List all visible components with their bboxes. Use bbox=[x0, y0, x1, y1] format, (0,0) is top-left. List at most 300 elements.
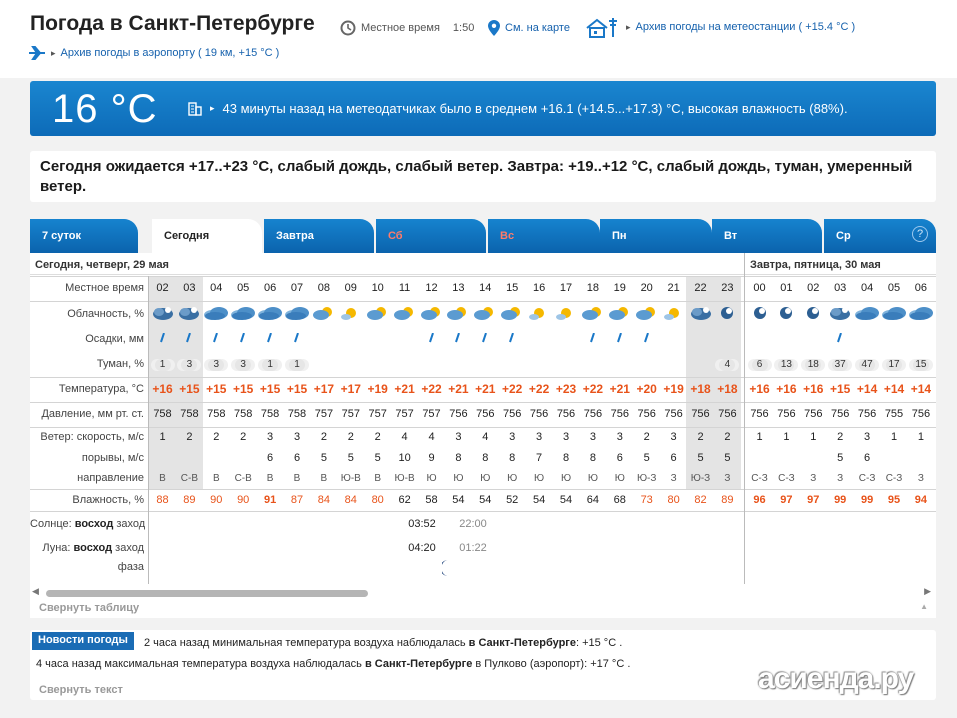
gust-cell: 8 bbox=[455, 452, 462, 464]
hour-cell: 01 bbox=[780, 282, 793, 294]
hour-cell: 04 bbox=[860, 282, 874, 294]
row-label-moon-part: заход bbox=[115, 542, 144, 554]
temp-cell: +22 bbox=[421, 382, 442, 396]
news-item-2-city[interactable]: в Санкт-Петербурге bbox=[364, 658, 473, 670]
hour-cell: 00 bbox=[753, 282, 766, 294]
wind-cell: 3 bbox=[616, 431, 623, 443]
fog-cell bbox=[284, 352, 311, 377]
scrollbar-thumb[interactable] bbox=[46, 590, 368, 597]
row-label-sun bbox=[30, 513, 148, 535]
pressure-cell: 757 bbox=[314, 408, 334, 420]
temp-cell: +21 bbox=[609, 382, 630, 396]
sky-overcast-icon bbox=[203, 301, 230, 327]
hour-cell: 11 bbox=[398, 282, 411, 294]
pressure-cell: 756 bbox=[610, 408, 629, 420]
wind-cell: 2 bbox=[186, 431, 193, 443]
humidity-cell: 80 bbox=[667, 494, 680, 506]
wind-cell: 1 bbox=[159, 431, 166, 443]
sky-cloudy-night-icon bbox=[827, 301, 854, 327]
day-header-today: Сегодня, четверг, 29 мая bbox=[30, 253, 744, 275]
day-divider bbox=[744, 253, 745, 584]
sky-partly-icon bbox=[499, 301, 526, 327]
direction-cell: З bbox=[724, 473, 731, 484]
rain-drop-icon bbox=[633, 327, 660, 352]
page-title: Погода в Санкт-Петербурге bbox=[30, 12, 315, 35]
direction-cell: С-З bbox=[778, 473, 795, 484]
pressure-cell: 758 bbox=[153, 408, 172, 420]
hour-cell: 05 bbox=[237, 282, 250, 294]
temp-cell: +21 bbox=[394, 382, 415, 396]
sky-overcast-icon bbox=[907, 301, 934, 327]
row-divider bbox=[30, 511, 936, 512]
row-label-sun-part: восход bbox=[74, 518, 114, 530]
temp-cell: +17 bbox=[340, 382, 361, 396]
sky-overcast-icon bbox=[257, 301, 284, 327]
fog-cell bbox=[176, 352, 203, 377]
pressure-cell: 758 bbox=[234, 408, 253, 420]
fog-value: 3 bbox=[208, 359, 224, 371]
wind-cell: 2 bbox=[320, 431, 327, 443]
hour-cell: 12 bbox=[425, 282, 438, 294]
rain-drop-icon bbox=[472, 327, 499, 352]
humidity-cell: 97 bbox=[807, 494, 820, 506]
wind-cell: 1 bbox=[756, 431, 763, 443]
gust-cell: 5 bbox=[697, 452, 704, 464]
rain-drop-icon bbox=[606, 327, 633, 352]
hour-cell: 19 bbox=[613, 282, 626, 294]
row-label-time: Местное время bbox=[65, 282, 144, 294]
wind-cell: 3 bbox=[455, 431, 462, 443]
sky-cloudy-night-icon bbox=[176, 301, 203, 327]
collapse-table-link[interactable]: Свернуть таблицу bbox=[39, 602, 140, 614]
humidity-cell: 96 bbox=[753, 494, 766, 506]
sky-partly-icon bbox=[579, 301, 606, 327]
sky-partly-icon bbox=[310, 301, 337, 327]
pressure-cell: 756 bbox=[664, 408, 683, 420]
direction-cell: Ю bbox=[453, 473, 464, 484]
news-item-2-value: в Пулково (аэропорт): +17 °С . bbox=[472, 658, 631, 670]
temp-cell: +14 bbox=[910, 382, 932, 396]
fog-cell bbox=[800, 352, 827, 377]
gust-cell: 6 bbox=[670, 452, 677, 464]
temp-cell: +15 bbox=[286, 382, 308, 396]
airport-archive-link[interactable]: ▸ Архив погоды в аэропорту ( 19 км, +15 °C ) bbox=[28, 46, 279, 60]
humidity-cell: 54 bbox=[452, 494, 465, 506]
direction-cell: Ю-В bbox=[394, 473, 415, 484]
building-icon bbox=[188, 100, 202, 116]
row-label-direction: направление bbox=[77, 472, 144, 484]
pressure-cell: 758 bbox=[287, 408, 307, 420]
temp-cell: +15 bbox=[179, 382, 200, 396]
table-footer bbox=[30, 598, 936, 618]
pressure-cell: 756 bbox=[718, 408, 737, 420]
direction-cell: Ю bbox=[507, 473, 518, 484]
collapse-news-link[interactable]: Свернуть текст bbox=[39, 684, 123, 696]
tab-2[interactable] bbox=[264, 219, 374, 253]
wind-cell: 2 bbox=[240, 431, 247, 443]
news-label: Новости погоды bbox=[32, 632, 134, 650]
temp-cell: +22 bbox=[582, 382, 604, 396]
map-pin-icon bbox=[488, 20, 500, 36]
gust-cell: 6 bbox=[616, 452, 623, 464]
wind-cell: 2 bbox=[374, 431, 381, 443]
row-label-phase: фаза bbox=[117, 561, 144, 573]
fog-cell bbox=[746, 352, 773, 377]
sky-partly-icon bbox=[364, 301, 391, 327]
pressure-cell: 756 bbox=[857, 408, 877, 420]
tab-7[interactable] bbox=[824, 219, 936, 253]
pressure-cell: 756 bbox=[583, 408, 603, 420]
fog-value: 17 bbox=[886, 359, 902, 371]
hour-cell: 04 bbox=[210, 282, 223, 294]
direction-cell: З bbox=[670, 473, 677, 484]
gust-cell: 5 bbox=[374, 452, 381, 464]
hour-cell: 06 bbox=[914, 282, 928, 294]
hour-cell: 03 bbox=[834, 282, 847, 294]
current-weather-banner bbox=[30, 81, 936, 136]
temp-cell: +16 bbox=[152, 382, 173, 396]
sky-sun-icon bbox=[660, 301, 687, 327]
hour-cell: 23 bbox=[721, 282, 734, 294]
humidity-cell: 94 bbox=[914, 494, 928, 506]
fog-value: 13 bbox=[778, 359, 794, 371]
gust-cell: 9 bbox=[428, 452, 435, 464]
tab-1[interactable] bbox=[152, 219, 262, 253]
sunrise-time: 03:52 bbox=[408, 518, 436, 530]
fog-value: 3 bbox=[235, 359, 251, 371]
sky-overcast-icon bbox=[230, 301, 257, 327]
sky-moon-icon bbox=[773, 301, 800, 327]
moon-phase-icon bbox=[436, 559, 463, 581]
temp-cell: +18 bbox=[717, 382, 738, 396]
row-label-pressure: Давление, мм рт. ст. bbox=[41, 408, 144, 420]
tab-label: 7 суток bbox=[42, 230, 82, 242]
wind-cell: 4 bbox=[428, 431, 435, 443]
hour-cell: 02 bbox=[156, 282, 169, 294]
horizontal-scrollbar[interactable] bbox=[30, 587, 936, 598]
rain-drop-icon bbox=[149, 327, 176, 352]
news-item-1-city[interactable]: в Санкт-Петербурге bbox=[468, 637, 576, 649]
local-time-label: Местное время bbox=[361, 22, 440, 34]
tab-label: Вт bbox=[724, 230, 738, 242]
humidity-cell: 62 bbox=[398, 494, 411, 506]
news-item-2-text: 4 часа назад максимальная температура воздуха наблюдалась bbox=[36, 658, 365, 670]
sky-sun-icon bbox=[553, 301, 580, 327]
temp-cell: +23 bbox=[555, 382, 577, 396]
temp-cell: +15 bbox=[233, 382, 254, 396]
pressure-cell: 756 bbox=[449, 408, 468, 420]
gust-cell: 8 bbox=[482, 452, 489, 464]
row-label-fog: Туман, % bbox=[96, 358, 144, 370]
day-header-tomorrow: Завтра, пятница, 30 мая bbox=[745, 253, 936, 275]
tab-3[interactable] bbox=[376, 219, 486, 253]
row-label-precip: Осадки, мм bbox=[85, 333, 144, 345]
pressure-cell: 758 bbox=[180, 408, 199, 420]
pressure-cell: 756 bbox=[831, 408, 850, 420]
gust-cell: 5 bbox=[724, 452, 731, 464]
fog-cell bbox=[230, 352, 257, 377]
humidity-cell: 54 bbox=[532, 494, 546, 506]
hour-cell: 16 bbox=[532, 282, 546, 294]
temp-cell: +14 bbox=[856, 382, 878, 396]
gust-cell: 5 bbox=[347, 452, 354, 464]
hour-cell: 20 bbox=[640, 282, 653, 294]
tab-6[interactable] bbox=[712, 219, 822, 253]
row-label-gusts: порывы, м/с bbox=[81, 452, 144, 464]
sky-overcast-icon bbox=[881, 301, 908, 327]
temp-cell: +17 bbox=[313, 382, 335, 396]
pressure-cell: 757 bbox=[341, 408, 360, 420]
humidity-cell: 91 bbox=[263, 494, 277, 506]
fog-cell bbox=[773, 352, 800, 377]
humidity-cell: 99 bbox=[834, 494, 847, 506]
wind-cell: 3 bbox=[509, 431, 516, 443]
temp-cell: +18 bbox=[690, 382, 711, 396]
fog-value: 1 bbox=[289, 359, 305, 371]
pressure-cell: 756 bbox=[750, 408, 769, 420]
direction-cell: Ю bbox=[480, 473, 491, 484]
wind-cell: 1 bbox=[783, 431, 790, 443]
temp-cell: +21 bbox=[475, 382, 496, 396]
direction-cell: З bbox=[917, 473, 924, 484]
hourly-table bbox=[30, 253, 936, 598]
rain-drop-icon bbox=[284, 327, 311, 352]
row-label-moon-part: Луна: bbox=[42, 542, 71, 554]
fog-value: 3 bbox=[181, 359, 197, 371]
humidity-cell: 54 bbox=[479, 494, 492, 506]
wind-cell: 3 bbox=[562, 431, 570, 443]
weather-station-icon bbox=[585, 16, 621, 38]
hour-cell: 17 bbox=[559, 282, 573, 294]
forecast-summary: Сегодня ожидается +17..+23 °C, слабый дождь, слабый ветер. Завтра: +19..+12 °C, слабый дождь, туман, умеренный ветер. bbox=[30, 151, 936, 202]
humidity-cell: 88 bbox=[156, 494, 169, 506]
map-link[interactable] bbox=[488, 20, 570, 36]
fog-value: 37 bbox=[832, 359, 848, 371]
fog-value: 18 bbox=[805, 359, 821, 371]
local-time bbox=[340, 20, 474, 36]
row-label-humidity: Влажность, % bbox=[72, 494, 144, 506]
airplane-icon bbox=[28, 46, 46, 60]
direction-cell: З bbox=[810, 473, 817, 484]
sky-partly-icon bbox=[445, 301, 472, 327]
direction-cell: Ю bbox=[560, 473, 572, 484]
direction-cell: С-З bbox=[858, 473, 876, 484]
tab-label: Ср bbox=[836, 230, 851, 242]
scroll-left-icon[interactable]: ◀ bbox=[32, 586, 39, 596]
station-archive-text[interactable]: Архив погоды на метеостанции ( +15.4 °C ) bbox=[635, 21, 856, 33]
pressure-cell: 756 bbox=[529, 408, 549, 420]
hour-cell: 15 bbox=[506, 282, 519, 294]
tab-label: Сб bbox=[388, 230, 403, 242]
hour-cell: 21 bbox=[667, 282, 680, 294]
direction-cell: С-З bbox=[751, 473, 768, 484]
humidity-cell: 73 bbox=[640, 494, 653, 506]
fog-value: 1 bbox=[262, 359, 278, 371]
hour-cell: 03 bbox=[183, 282, 196, 294]
hour-cell: 08 bbox=[317, 282, 331, 294]
sky-cloudy-night-icon bbox=[687, 301, 714, 327]
wind-cell: 3 bbox=[536, 431, 543, 443]
fog-value: 6 bbox=[752, 359, 768, 371]
direction-cell: Ю-В bbox=[340, 473, 361, 484]
fog-cell bbox=[203, 352, 230, 377]
gust-cell: 5 bbox=[643, 452, 650, 464]
humidity-cell: 90 bbox=[210, 494, 223, 506]
wind-cell: 2 bbox=[643, 431, 650, 443]
fog-value: 4 bbox=[719, 359, 735, 371]
direction-cell: С-З bbox=[885, 473, 903, 484]
temp-cell: +22 bbox=[528, 382, 550, 396]
gust-cell: 8 bbox=[589, 452, 596, 464]
gust-cell: 6 bbox=[864, 452, 871, 464]
sky-partly-icon bbox=[633, 301, 660, 327]
wind-cell: 3 bbox=[589, 431, 596, 443]
station-archive-link[interactable]: ▸ Архив погоды на метеостанции ( +15.4 °C ) bbox=[585, 16, 855, 38]
direction-cell: Ю bbox=[534, 473, 545, 484]
direction-cell: Ю bbox=[587, 473, 598, 484]
sky-partly-icon bbox=[418, 301, 445, 327]
fog-cell bbox=[257, 352, 284, 377]
temp-cell: +21 bbox=[448, 382, 469, 396]
wind-cell: 3 bbox=[864, 431, 871, 443]
tab-4[interactable] bbox=[488, 219, 600, 253]
humidity-cell: 82 bbox=[694, 494, 707, 506]
hour-cell: 06 bbox=[263, 282, 277, 294]
hour-cell: 02 bbox=[807, 282, 820, 294]
wind-cell: 4 bbox=[401, 431, 408, 443]
tab-0[interactable] bbox=[30, 219, 138, 253]
sky-sun-icon bbox=[337, 301, 364, 327]
pressure-cell: 756 bbox=[503, 408, 522, 420]
wind-cell: 2 bbox=[697, 431, 704, 443]
arrow-icon: ▸ bbox=[210, 102, 215, 113]
row-label-temp: Температура, °C bbox=[58, 383, 144, 395]
hour-cell: 05 bbox=[887, 282, 901, 294]
direction-cell: Ю-З bbox=[690, 473, 711, 484]
humidity-cell: 99 bbox=[860, 494, 874, 506]
rain-drop-icon bbox=[445, 327, 472, 352]
gust-cell: 8 bbox=[562, 452, 570, 464]
direction-cell: С-В bbox=[180, 473, 198, 484]
row-label-moon bbox=[30, 537, 148, 559]
sky-moon-icon bbox=[800, 301, 827, 327]
sky-moon-icon bbox=[746, 301, 773, 327]
direction-cell: Ю bbox=[614, 473, 625, 484]
direction-cell: Ю-З bbox=[636, 473, 657, 484]
tab-5[interactable] bbox=[600, 219, 712, 253]
fog-value: 15 bbox=[913, 359, 929, 371]
news-item-1-text: 2 часа назад минимальная температура воздуха наблюдалась bbox=[144, 637, 469, 649]
pressure-cell: 757 bbox=[368, 408, 387, 420]
tab-label: Сегодня bbox=[164, 230, 210, 242]
current-temperature: 16 °C bbox=[52, 87, 158, 131]
temp-cell: +15 bbox=[259, 382, 281, 396]
direction-cell: В bbox=[266, 473, 274, 484]
page-header bbox=[0, 0, 957, 78]
moonset-time: 01:22 bbox=[459, 542, 487, 554]
local-time-value: 1:50 bbox=[452, 22, 475, 34]
fog-cell bbox=[907, 352, 934, 377]
gust-cell: 5 bbox=[837, 452, 844, 464]
rain-drop-icon bbox=[257, 327, 284, 352]
pressure-cell: 756 bbox=[556, 408, 576, 420]
wind-cell: 1 bbox=[890, 431, 898, 443]
tab-label: Пн bbox=[612, 230, 627, 242]
map-link-text[interactable]: См. на карте bbox=[505, 22, 570, 34]
temp-cell: +15 bbox=[206, 382, 227, 396]
row-label-wind_speed: Ветер: скорость, м/с bbox=[40, 431, 144, 443]
sky-cloudy-night-icon bbox=[149, 301, 176, 327]
humidity-cell: 84 bbox=[344, 494, 357, 506]
pressure-cell: 756 bbox=[476, 408, 495, 420]
humidity-cell: 52 bbox=[506, 494, 519, 506]
sky-partly-icon bbox=[606, 301, 633, 327]
collapse-up-icon[interactable]: ▲ bbox=[920, 602, 928, 611]
day-tabs bbox=[30, 219, 936, 253]
clock-icon bbox=[340, 20, 356, 36]
pressure-cell: 756 bbox=[637, 408, 656, 420]
fog-cell bbox=[854, 352, 881, 377]
wind-cell: 4 bbox=[482, 431, 489, 443]
row-label-sun-part: Солнце: bbox=[30, 518, 72, 530]
humidity-cell: 90 bbox=[237, 494, 250, 506]
temp-cell: +14 bbox=[883, 382, 905, 396]
pressure-cell: 758 bbox=[207, 408, 226, 420]
direction-cell: В bbox=[293, 473, 301, 484]
sky-overcast-icon bbox=[284, 301, 311, 327]
pressure-cell: 757 bbox=[422, 408, 441, 420]
direction-cell: З bbox=[837, 473, 844, 484]
row-label-clouds: Облачность, % bbox=[67, 308, 144, 320]
pressure-cell: 756 bbox=[691, 408, 710, 420]
pressure-cell: 757 bbox=[395, 408, 414, 420]
hour-cell: 09 bbox=[344, 282, 357, 294]
row-label-moon-part: восход bbox=[73, 542, 113, 554]
airport-archive-text[interactable]: Архив погоды в аэропорту ( 19 км, +15 °C ) bbox=[60, 47, 280, 59]
hour-cell: 10 bbox=[371, 282, 384, 294]
sky-moon-icon bbox=[714, 301, 741, 327]
news-item-1-value: : +15 °С . bbox=[575, 637, 623, 649]
scroll-right-icon[interactable]: ▶ bbox=[924, 586, 931, 596]
help-icon[interactable]: ? bbox=[912, 226, 928, 242]
wind-cell: 3 bbox=[670, 431, 677, 443]
rain-drop-icon bbox=[203, 327, 230, 352]
hour-cell: 14 bbox=[479, 282, 492, 294]
fog-cell bbox=[881, 352, 908, 377]
hour-cell: 13 bbox=[452, 282, 465, 294]
temp-cell: +15 bbox=[830, 382, 851, 396]
current-note-text: 43 минуты назад на метеодатчиках было в среднем +16.1 (+14.5...+17.3) °C, высокая влажность (88%). bbox=[222, 100, 848, 116]
fog-value: 47 bbox=[859, 359, 875, 371]
wind-cell: 2 bbox=[837, 431, 844, 443]
gust-cell: 6 bbox=[293, 452, 301, 464]
fog-cell bbox=[149, 352, 176, 377]
gust-cell: 5 bbox=[320, 452, 327, 464]
wind-cell: 2 bbox=[347, 431, 354, 443]
gust-cell: 6 bbox=[267, 452, 274, 464]
site-watermark: асиенда.ру bbox=[758, 662, 914, 695]
pressure-cell: 756 bbox=[804, 408, 823, 420]
news-item-1 bbox=[144, 637, 622, 649]
rain-drop-icon bbox=[579, 327, 606, 352]
humidity-cell: 89 bbox=[183, 494, 196, 506]
humidity-cell: 97 bbox=[780, 494, 793, 506]
wind-cell: 3 bbox=[293, 431, 301, 443]
hour-cell: 07 bbox=[290, 282, 304, 294]
temp-cell: +20 bbox=[636, 382, 657, 396]
humidity-cell: 58 bbox=[425, 494, 438, 506]
rain-drop-icon bbox=[827, 327, 854, 352]
